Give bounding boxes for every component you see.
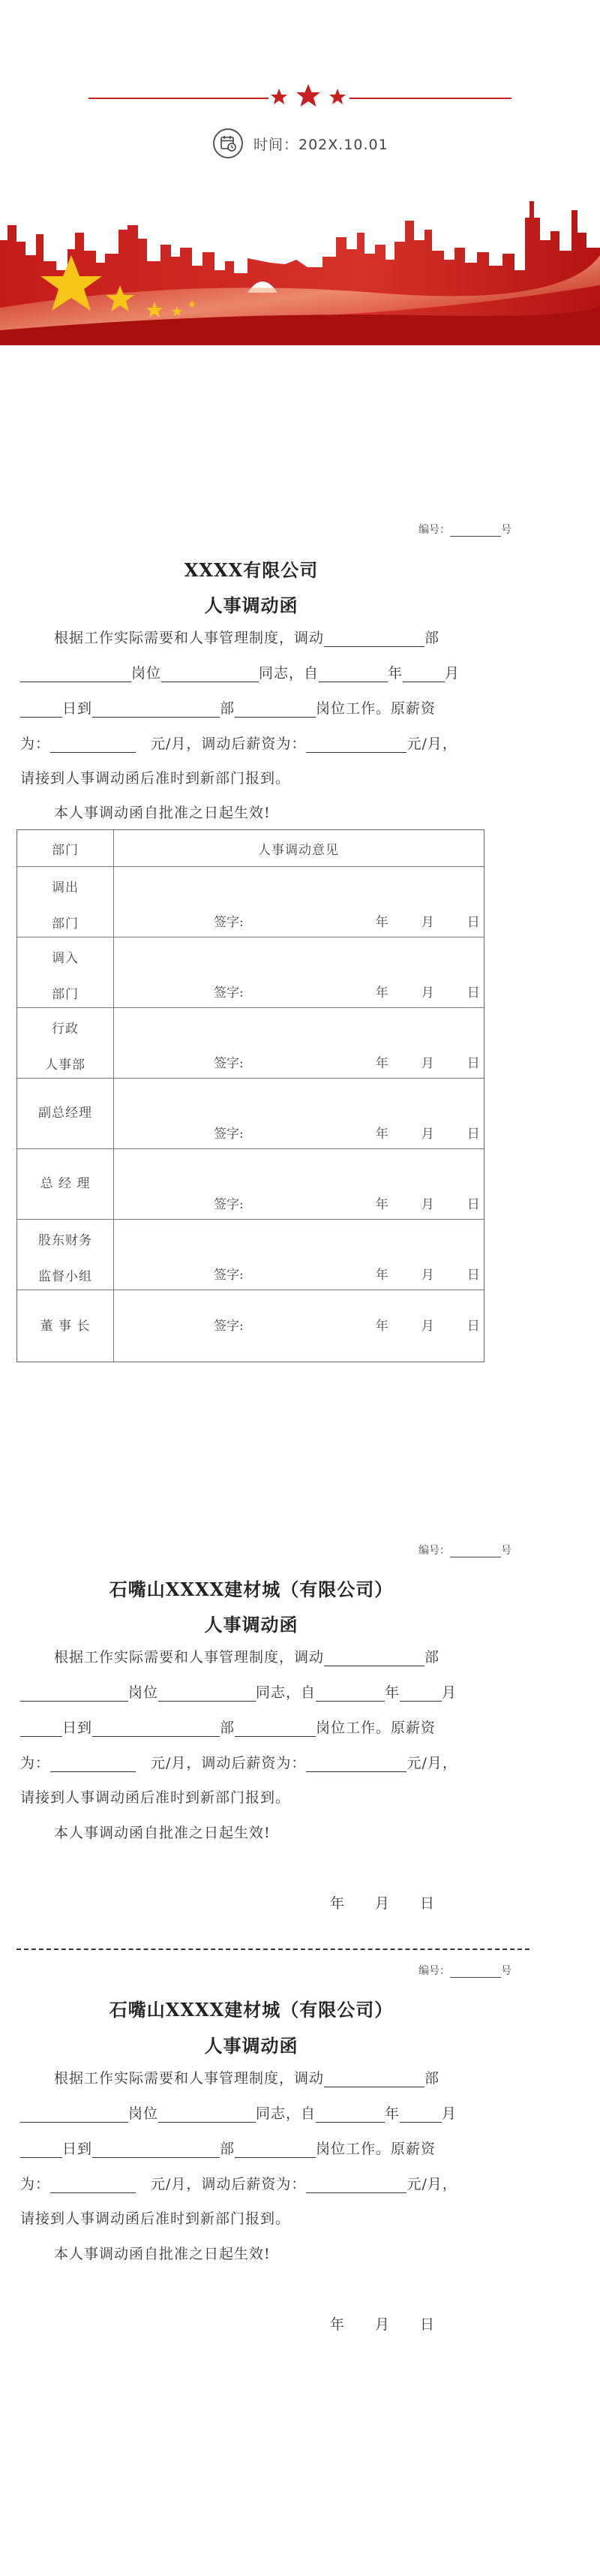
doc2-para-line5: 请接到人事调动函后准时到新部门报到。	[20, 1789, 291, 1806]
calendar-clock-icon	[213, 128, 243, 158]
table-row-label: 副总经理	[38, 1106, 92, 1121]
doc1-para-line5: 请接到人事调动函后准时到新部门报到。	[20, 770, 291, 787]
doc2-para-line4: 为： 元/月，调动后薪资为： 元/月，	[20, 1755, 458, 1771]
blank-to-dept[interactable]	[92, 700, 220, 718]
doc1-para-line4: 为： 元/月，调动后薪资为： 元/月，	[20, 736, 458, 752]
table-row-divider	[17, 1078, 484, 1079]
doc3-date-line[interactable]: 年 月 日	[330, 2316, 436, 2333]
doc2-para-line6: 本人事调动函自批准之日起生效!	[54, 1825, 271, 1841]
table-row-label: 行政	[52, 1022, 79, 1037]
blank-year[interactable]	[316, 2105, 385, 2123]
table-row-divider	[17, 1219, 484, 1220]
signature-row[interactable]: 签字: 年 月 日	[214, 1127, 480, 1142]
blank-month[interactable]	[400, 2105, 442, 2123]
blank-position[interactable]	[161, 665, 259, 682]
blank-old-salary[interactable]	[50, 736, 136, 753]
blank-from-dept-2[interactable]	[20, 2105, 128, 2123]
serial-label: 编号：	[418, 524, 450, 536]
blank-month[interactable]	[403, 665, 445, 682]
doc1-para-line1: 根据工作实际需要和人事管理制度，调动 部	[54, 630, 440, 646]
signature-row[interactable]: 签字: 年 月 日	[214, 986, 480, 1001]
table-row-label: 总 经 理	[40, 1176, 91, 1191]
doc1-title: 人事调动函	[204, 594, 298, 616]
doc3-company: 石嘴山XXXX建材城（有限公司）	[109, 1999, 394, 2021]
blank-month[interactable]	[400, 1684, 442, 1702]
blank-day[interactable]	[20, 700, 62, 718]
doc1-para-line3: 日到 部 岗位工作。原薪资	[20, 697, 436, 718]
doc2-para-line1: 根据工作实际需要和人事管理制度，调动 部	[54, 1649, 440, 1666]
doc2-date-line[interactable]: 年 月 日	[330, 1895, 436, 1912]
doc3-serial	[418, 1963, 512, 1978]
doc2-para-line3: 日到 部 岗位工作。原薪资	[20, 1717, 436, 1737]
serial-suffix: 号	[501, 1965, 512, 1977]
blank-new-salary[interactable]	[306, 1755, 406, 1772]
blank-old-salary[interactable]	[50, 2176, 136, 2193]
blank-position[interactable]	[158, 1684, 256, 1702]
table-row-label: 调入	[52, 951, 79, 966]
blank-from-dept[interactable]	[324, 630, 424, 647]
signature-row[interactable]: 签字: 年 月 日	[214, 915, 480, 930]
blank-to-dept[interactable]	[92, 2141, 220, 2158]
serial-blank[interactable]	[450, 1967, 501, 1978]
doc3-title: 人事调动函	[204, 2035, 298, 2057]
table-row-label: 监督小组	[38, 1269, 92, 1284]
blank-year[interactable]	[319, 665, 388, 682]
table-header-opinion: 人事调动意见	[258, 843, 339, 858]
blank-from-dept[interactable]	[324, 1649, 424, 1666]
table-row-label: 部门	[52, 916, 79, 931]
serial-blank[interactable]	[450, 1546, 501, 1557]
doc3-para-line5: 请接到人事调动函后准时到新部门报到。	[20, 2210, 291, 2227]
doc3-para-line2: 岗位 同志，自 年 月	[20, 2102, 457, 2123]
blank-new-position[interactable]	[235, 1720, 316, 1737]
signature-row[interactable]: 签字: 年 月 日	[214, 1056, 480, 1071]
serial-suffix: 号	[501, 524, 512, 536]
table-row-label: 调出	[52, 880, 79, 895]
approval-table	[16, 829, 484, 1362]
doc2-para-line2: 岗位 同志，自 年 月	[20, 1681, 457, 1702]
blank-from-dept[interactable]	[324, 2070, 424, 2087]
signature-row[interactable]: 签字: 年 月 日	[214, 1268, 480, 1283]
blank-to-dept[interactable]	[92, 1720, 220, 1737]
table-header-dept: 部门	[52, 843, 79, 858]
doc3-para-line3: 日到 部 岗位工作。原薪资	[20, 2138, 436, 2158]
three-stars-icon	[267, 83, 350, 113]
table-row-label: 股东财务	[38, 1233, 92, 1248]
doc3-para-line4: 为： 元/月，调动后薪资为： 元/月，	[20, 2176, 458, 2192]
doc2-serial	[418, 1542, 512, 1557]
header-line-left	[88, 98, 268, 99]
doc1-para-line2: 岗位 同志，自 年 月	[20, 662, 460, 682]
table-row-label: 董 事 长	[40, 1319, 91, 1334]
table-row-divider	[17, 866, 484, 867]
doc1-company: XXXX有限公司	[184, 559, 319, 581]
signature-row[interactable]: 签字: 年 月 日	[214, 1319, 480, 1334]
blank-new-salary[interactable]	[306, 2176, 406, 2193]
table-col-divider	[113, 830, 114, 1362]
city-skyline-banner	[0, 188, 600, 345]
serial-label: 编号：	[418, 1545, 450, 1557]
blank-new-position[interactable]	[235, 2141, 316, 2158]
blank-from-dept-2[interactable]	[20, 1684, 128, 1702]
doc2-title: 人事调动函	[204, 1614, 298, 1636]
doc1-serial	[418, 522, 512, 537]
serial-label: 编号：	[418, 1965, 450, 1977]
blank-new-salary[interactable]	[306, 736, 406, 753]
table-row-label: 部门	[52, 987, 79, 1002]
doc1-para-line6: 本人事调动函自批准之日起生效!	[54, 805, 271, 821]
blank-day[interactable]	[20, 2141, 62, 2158]
time-row	[213, 126, 388, 161]
doc3-para-line6: 本人事调动函自批准之日起生效!	[54, 2246, 271, 2262]
blank-position[interactable]	[158, 2105, 256, 2123]
serial-blank[interactable]	[450, 525, 501, 537]
header-line-right	[350, 98, 512, 99]
cut-line-divider	[16, 1949, 530, 1950]
doc2-company: 石嘴山XXXX建材城（有限公司）	[109, 1578, 394, 1600]
doc3-para-line1: 根据工作实际需要和人事管理制度，调动 部	[54, 2070, 440, 2087]
blank-from-dept-2[interactable]	[20, 665, 131, 682]
serial-suffix: 号	[501, 1545, 512, 1557]
header-time: 时间：202X.10.01	[254, 136, 388, 153]
table-row-divider	[17, 1007, 484, 1008]
blank-day[interactable]	[20, 1720, 62, 1737]
blank-new-position[interactable]	[235, 700, 316, 718]
blank-old-salary[interactable]	[50, 1755, 136, 1772]
signature-row[interactable]: 签字: 年 月 日	[214, 1197, 480, 1212]
table-row-label: 人事部	[45, 1058, 86, 1073]
blank-year[interactable]	[316, 1684, 385, 1702]
table-row-divider	[17, 1148, 484, 1149]
